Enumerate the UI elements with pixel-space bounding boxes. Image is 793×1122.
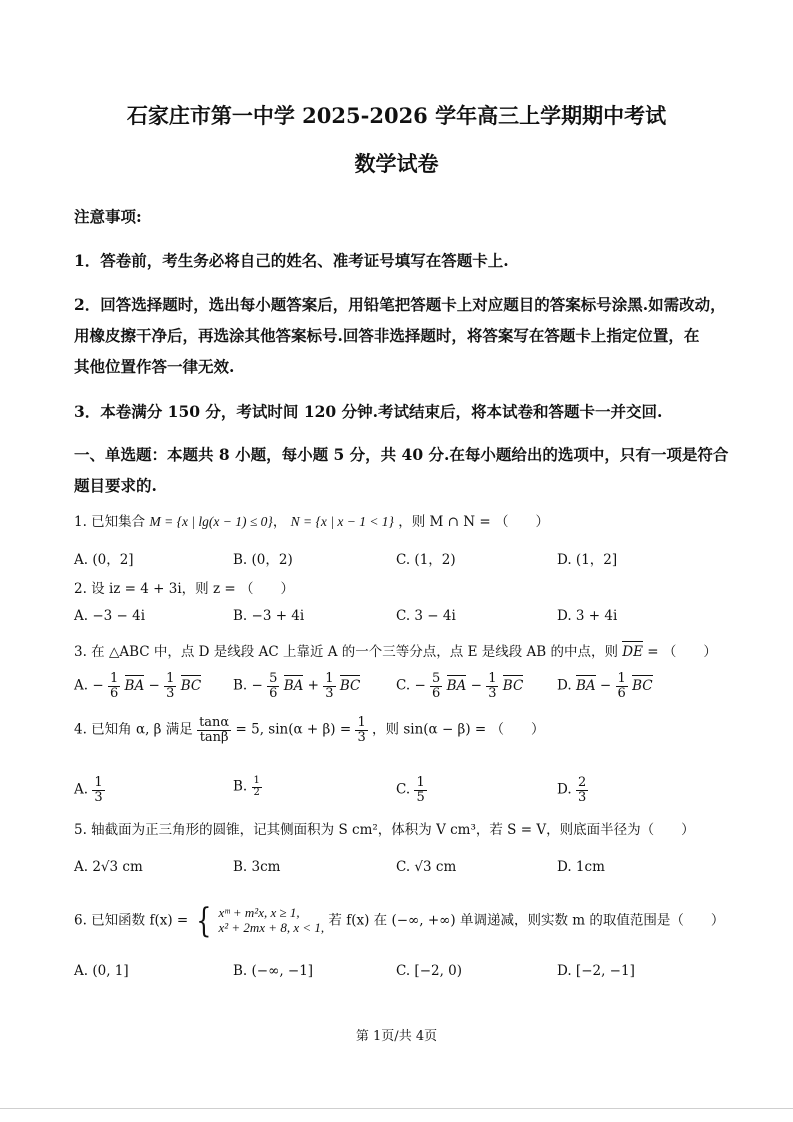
q4-a-frac: $\frac{1}{3}$ — [94, 775, 103, 805]
q5-option-a: A. 2√3 cm — [74, 859, 143, 875]
q4-mid: = 5, sin(α + β) = — [235, 721, 356, 738]
q3-a-sign: − — [92, 677, 104, 694]
q1-option-a: A. (0，2] — [74, 552, 134, 568]
section-line-1: 一、单选题：本题共 8 小题，每小题 5 分，共 40 分.在每小题给出的选项中，只有一项是符合 — [74, 445, 729, 464]
q4-option-c — [396, 776, 427, 804]
q3-b-sign-2: + — [307, 677, 324, 694]
page-bottom-divider — [0, 1108, 793, 1109]
exam-subtitle: 数学试卷 — [354, 151, 439, 176]
q6-piece-2: x² + 2mx + 8, x < 1, — [218, 920, 325, 935]
question-2: 2. 设 iz = 4 + 3i，则 z = （ ） — [74, 581, 294, 597]
notice-item-2-line-1: 2．回答选择题时，选出每小题答案后，用铅笔把答题卡上对应题目的答案标号涂黑.如需改动， — [74, 295, 726, 314]
q3-b-frac-2: $\frac{1}{3}$ — [325, 671, 334, 701]
q6-option-a: A. (0, 1] — [74, 963, 129, 979]
q6-piecewise — [218, 906, 324, 936]
q4-d-label: D. — [557, 781, 572, 798]
page-number: 第 1页/共 4页 — [355, 1029, 438, 1044]
q3-b-vec-1: BA — [283, 677, 304, 694]
q3-c-vec-1: BA — [446, 677, 467, 694]
q3-a-vec-1: BA — [124, 677, 145, 694]
q3-vector-de: DE — [622, 644, 643, 660]
q5-option-b: B. 3cm — [233, 859, 281, 875]
q3-d-label: D. — [557, 677, 572, 694]
q4-d-frac: $\frac{2}{3}$ — [577, 775, 587, 805]
q6-option-d: D. [−2, −1] — [557, 963, 635, 979]
q3-c-frac-2: $\frac{1}{3}$ — [488, 671, 497, 701]
q4-prefix: 4. 已知角 α, β 满足 — [74, 721, 193, 738]
q4-option-b — [233, 776, 262, 798]
q3-d-vec-2: BC — [632, 677, 653, 694]
q4-b-label: B. — [233, 778, 248, 795]
notice-item-2-line-3: 其他位置作答一律无效. — [74, 357, 235, 376]
q5-option-d: D. 1cm — [557, 859, 605, 875]
q2-option-b: B. −3 + 4i — [233, 608, 305, 624]
q3-c-sign-2: − — [470, 677, 487, 694]
q3-option-d — [557, 672, 653, 700]
q3-a-label: A. — [74, 677, 89, 694]
q3-a-frac-2: $\frac{1}{3}$ — [166, 671, 175, 701]
question-3 — [74, 640, 717, 660]
q4-tail: ，则 sin(α − β) = （ ） — [372, 721, 545, 738]
q6-brace: { — [195, 901, 211, 941]
section-line-2: 题目要求的. — [74, 476, 157, 495]
q3-a-sign-2: − — [148, 677, 165, 694]
q3-b-frac-1: $\frac{5}{6}$ — [269, 671, 278, 701]
q3-a-vec-2: BC — [180, 677, 202, 694]
q3-c-vec-2: BC — [502, 677, 524, 694]
question-4 — [74, 716, 545, 744]
q1-option-c: C. (1，2) — [396, 552, 456, 568]
q6-option-b: B. (−∞, −1] — [233, 963, 314, 979]
q2-option-c: C. 3 − 4i — [396, 608, 456, 624]
q3-a-frac-1: $\frac{1}{6}$ — [109, 671, 119, 701]
q4-tan-ratio: $\frac{\tan\alpha}{\tan\beta}$ — [199, 715, 230, 745]
q3-d-frac-2: $\frac{1}{6}$ — [617, 671, 626, 701]
q4-c-frac: $\frac{1}{5}$ — [416, 775, 425, 805]
question-6 — [74, 901, 725, 941]
q4-c-label: C. — [396, 781, 411, 798]
q4-a-label: A. — [74, 781, 89, 798]
q3-option-b — [233, 672, 360, 700]
q4-option-d — [557, 776, 588, 804]
question-5: 5. 轴截面为正三角形的圆锥，记其侧面积为 S cm²，体积为 V cm³，若 S = V，则底面半径为（ ） — [74, 822, 695, 838]
question-1: 1. 已知集合 M = {x | lg(x − 1) ≤ 0}， N = {x | x − 1 < 1} ，则 M ∩ N = （ ） — [74, 514, 549, 530]
notice-item-1: 1．答卷前，考生务必将自己的姓名、准考证号填写在答题卡上. — [74, 251, 509, 270]
q3-d-sign-2: − — [599, 677, 616, 694]
q1-option-b: B. (0，2) — [233, 552, 293, 568]
q4-rhs-frac: $\frac{1}{3}$ — [357, 715, 366, 745]
q2-option-a: A. −3 − 4i — [74, 608, 146, 624]
q1-prefix: 1. 已知集合 — [74, 514, 146, 530]
notice-item-3: 3．本卷满分 150 分，考试时间 120 分钟.考试结束后，将本试卷和答题卡一并交回. — [74, 402, 663, 421]
q6-tail: 若 f(x) 在 (−∞, +∞) 单调递减，则实数 m 的取值范围是（ ） — [328, 912, 725, 929]
notice-heading: 注意事项: — [74, 207, 142, 226]
q1-option-d: D. (1，2] — [557, 552, 618, 568]
q6-option-c: C. [−2, 0) — [396, 963, 463, 979]
q3-d-vec-1: BA — [575, 677, 596, 694]
q3-text-b: = （ ） — [647, 644, 717, 660]
q4-b-frac: $\frac{1}{2}$ — [253, 775, 260, 798]
q3-b-sign: − — [251, 677, 263, 694]
q1-tail: ，则 M ∩ N = （ ） — [398, 514, 549, 530]
q3-c-sign: − — [414, 677, 426, 694]
q3-c-frac-1: $\frac{5}{6}$ — [432, 671, 441, 701]
q3-option-c — [396, 672, 523, 700]
q1-set-m: M = {x | lg(x − 1) ≤ 0} — [149, 514, 273, 529]
exam-title: 石家庄市第一中学 2025-2026 学年高三上学期期中考试 — [126, 103, 667, 128]
q1-set-n: N = {x | x − 1 < 1} — [290, 514, 394, 529]
q3-option-a — [74, 672, 201, 700]
notice-item-2-line-2: 用橡皮擦干净后，再选涂其他答案标号.回答非选择题时，将答案写在答题卡上指定位置，在 — [74, 326, 700, 345]
q2-option-d: D. 3 + 4i — [557, 608, 618, 624]
q3-c-label: C. — [396, 677, 411, 694]
q3-text-a: 3. 在 △ABC 中，点 D 是线段 AC 上靠近 A 的一个三等分点，点 E 是线段 AB 的中点，则 — [74, 644, 618, 660]
q3-b-label: B. — [233, 677, 248, 694]
q3-b-vec-2: BC — [339, 677, 361, 694]
q5-option-c: C. √3 cm — [396, 859, 457, 875]
q6-piece-1: xᵐ + m²x, x ≥ 1, — [218, 905, 300, 921]
q4-option-a — [74, 776, 105, 804]
q6-prefix: 6. 已知函数 f(x) = — [74, 912, 193, 929]
